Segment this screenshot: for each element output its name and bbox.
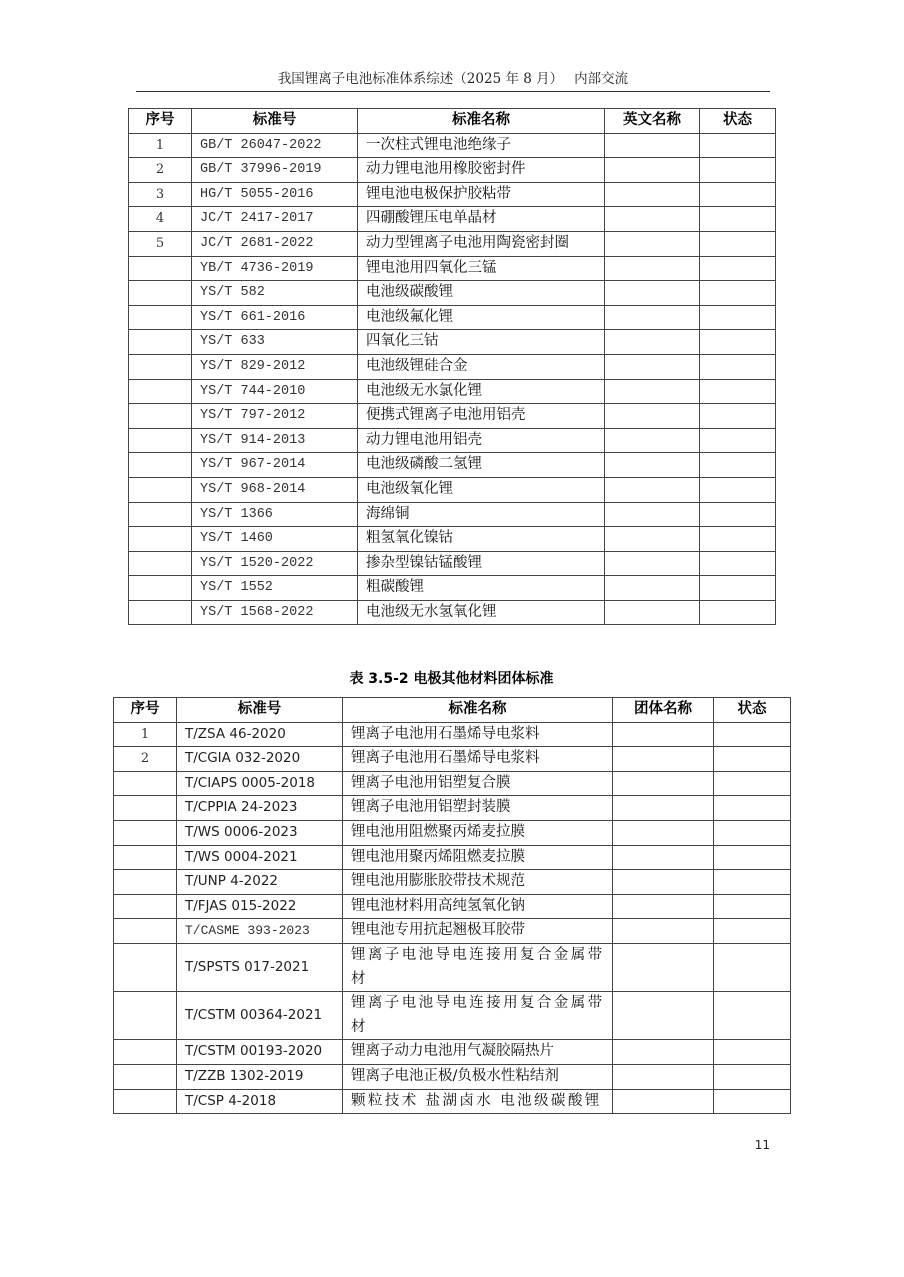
table-row (114, 919, 791, 944)
table-row (129, 600, 776, 625)
cell-code: T/ZSA 46-2020 (177, 722, 343, 747)
cell-status (714, 1064, 791, 1089)
cell-name: 锂电池用阻燃聚丙烯麦拉膜 (343, 820, 613, 845)
cell-name: 电池级氧化锂 (358, 477, 605, 502)
cell-name: 电池级锂硅合金 (358, 354, 605, 379)
cell-english-name (605, 158, 700, 183)
cell-name: 锂电池电极保护胶粘带 (358, 182, 605, 207)
cell-code: YS/T 744-2010 (192, 379, 358, 404)
cell-code: JC/T 2417-2017 (192, 207, 358, 232)
cell-status (700, 576, 776, 601)
cell-status (700, 502, 776, 527)
table-row (129, 182, 776, 207)
cell-code: T/CPPIA 24-2023 (177, 796, 343, 821)
cell-name: 粗氢氧化镍钴 (358, 527, 605, 552)
table-row (129, 207, 776, 232)
col-header-status: 状态 (700, 109, 776, 134)
cell-code: YS/T 633 (192, 330, 358, 355)
cell-no (129, 305, 192, 330)
cell-status (700, 404, 776, 429)
table-row (129, 256, 776, 281)
cell-no: 4 (129, 207, 192, 232)
cell-status (700, 231, 776, 256)
cell-no (114, 796, 177, 821)
cell-name: 四硼酸锂压电单晶材 (358, 207, 605, 232)
cell-name: 锂离子电池用石墨烯导电浆料 (343, 722, 613, 747)
cell-org-name (613, 870, 714, 895)
cell-name: 电池级磷酸二氢锂 (358, 453, 605, 478)
cell-name: 动力锂电池用铝壳 (358, 428, 605, 453)
table-row (129, 281, 776, 306)
cell-code: T/FJAS 015-2022 (177, 894, 343, 919)
cell-code: T/CGIA 032-2020 (177, 747, 343, 772)
cell-no (129, 330, 192, 355)
cell-english-name (605, 404, 700, 429)
table-row (129, 527, 776, 552)
cell-name: 颗粒技术 盐湖卤水 电池级碳酸锂 (343, 1089, 613, 1114)
table-row (129, 231, 776, 256)
table-row (129, 477, 776, 502)
cell-name: 动力型锂离子电池用陶瓷密封圈 (358, 231, 605, 256)
cell-no (114, 943, 177, 991)
header-rule (136, 91, 770, 92)
cell-name: 一次柱式锂电池绝缘子 (358, 133, 605, 158)
cell-name: 锂离子动力电池用气凝胶隔热片 (343, 1040, 613, 1065)
cell-code: T/CSTM 00364-2021 (177, 992, 343, 1040)
cell-code: YS/T 797-2012 (192, 404, 358, 429)
cell-code: GB/T 37996-2019 (192, 158, 358, 183)
standards-table-1 (128, 108, 776, 625)
table-row (114, 1089, 791, 1114)
cell-org-name (613, 992, 714, 1040)
cell-no: 1 (129, 133, 192, 158)
cell-name: 电池级氟化锂 (358, 305, 605, 330)
cell-name: 锂离子电池用石墨烯导电浆料 (343, 747, 613, 772)
table-row (114, 796, 791, 821)
cell-org-name (613, 943, 714, 991)
col-header-status: 状态 (714, 698, 791, 723)
col-header-english-name: 英文名称 (605, 109, 700, 134)
cell-english-name (605, 502, 700, 527)
cell-name: 锂离子电池用铝塑封装膜 (343, 796, 613, 821)
table-row (129, 305, 776, 330)
table-row (114, 943, 791, 991)
cell-english-name (605, 428, 700, 453)
cell-code: YS/T 967-2014 (192, 453, 358, 478)
cell-no (114, 919, 177, 944)
col-header-code: 标准号 (192, 109, 358, 134)
cell-english-name (605, 600, 700, 625)
cell-status (714, 845, 791, 870)
table-row (114, 870, 791, 895)
cell-name: 锂离子电池正极/负极水性粘结剂 (343, 1064, 613, 1089)
cell-no (129, 281, 192, 306)
col-header-no: 序号 (114, 698, 177, 723)
cell-english-name (605, 231, 700, 256)
cell-status (700, 600, 776, 625)
col-header-no: 序号 (129, 109, 192, 134)
cell-no (129, 576, 192, 601)
cell-code: YS/T 582 (192, 281, 358, 306)
cell-code: T/SPSTS 017-2021 (177, 943, 343, 991)
cell-name: 电池级无水氢氧化锂 (358, 600, 605, 625)
cell-code: YB/T 4736-2019 (192, 256, 358, 281)
cell-status (700, 453, 776, 478)
table-row (129, 133, 776, 158)
cell-status (714, 992, 791, 1040)
table-header-row (114, 698, 791, 723)
cell-name: 粗碳酸锂 (358, 576, 605, 601)
standards-table-2 (113, 697, 791, 1114)
cell-english-name (605, 305, 700, 330)
cell-status (700, 428, 776, 453)
cell-name: 电池级碳酸锂 (358, 281, 605, 306)
cell-code: YS/T 1552 (192, 576, 358, 601)
table-row (129, 404, 776, 429)
cell-no (114, 820, 177, 845)
table-row (129, 379, 776, 404)
cell-status (700, 182, 776, 207)
cell-name: 便携式锂离子电池用铝壳 (358, 404, 605, 429)
cell-code: YS/T 661-2016 (192, 305, 358, 330)
table-row (129, 330, 776, 355)
running-header: 我国锂离子电池标准体系综述（2025 年 8 月） 内部交流 (277, 71, 629, 87)
cell-code: T/CIAPS 0005-2018 (177, 771, 343, 796)
cell-status (700, 207, 776, 232)
cell-english-name (605, 207, 700, 232)
cell-english-name (605, 379, 700, 404)
cell-name: 海绵铜 (358, 502, 605, 527)
cell-status (700, 256, 776, 281)
cell-name: 锂电池用膨胀胶带技术规范 (343, 870, 613, 895)
cell-status (714, 796, 791, 821)
cell-no (114, 992, 177, 1040)
cell-no (129, 256, 192, 281)
table-header-row (129, 109, 776, 134)
col-header-name: 标准名称 (343, 698, 613, 723)
cell-no: 5 (129, 231, 192, 256)
cell-english-name (605, 576, 700, 601)
cell-name: 锂电池材料用高纯氢氧化钠 (343, 894, 613, 919)
cell-code: GB/T 26047-2022 (192, 133, 358, 158)
cell-no (129, 379, 192, 404)
table-row (129, 502, 776, 527)
cell-org-name (613, 722, 714, 747)
cell-status (700, 379, 776, 404)
table-row (114, 747, 791, 772)
cell-org-name (613, 1064, 714, 1089)
cell-no: 2 (114, 747, 177, 772)
cell-name: 锂电池用四氧化三锰 (358, 256, 605, 281)
cell-name: 锂离子电池用铝塑复合膜 (343, 771, 613, 796)
table-row (114, 894, 791, 919)
cell-no (129, 404, 192, 429)
cell-english-name (605, 527, 700, 552)
cell-status (700, 281, 776, 306)
cell-org-name (613, 1089, 714, 1114)
cell-no (129, 428, 192, 453)
cell-status (714, 722, 791, 747)
cell-org-name (613, 771, 714, 796)
table-row (129, 576, 776, 601)
cell-status (700, 330, 776, 355)
cell-code: YS/T 914-2013 (192, 428, 358, 453)
cell-code: T/ZZB 1302-2019 (177, 1064, 343, 1089)
cell-status (700, 305, 776, 330)
cell-english-name (605, 133, 700, 158)
cell-english-name (605, 330, 700, 355)
cell-name: 锂离子电池导电连接用复合金属带材 (343, 992, 613, 1040)
table-row (114, 992, 791, 1040)
col-header-name: 标准名称 (358, 109, 605, 134)
page-number: 11 (754, 1138, 770, 1152)
cell-status (700, 354, 776, 379)
cell-no: 3 (129, 182, 192, 207)
cell-status (700, 527, 776, 552)
cell-no (114, 870, 177, 895)
cell-status (700, 133, 776, 158)
cell-no (129, 600, 192, 625)
cell-code: YS/T 1520-2022 (192, 551, 358, 576)
table-row (114, 845, 791, 870)
cell-code: YS/T 829-2012 (192, 354, 358, 379)
cell-no (114, 1064, 177, 1089)
col-header-org-name: 团体名称 (613, 698, 714, 723)
cell-english-name (605, 477, 700, 502)
table-row (129, 551, 776, 576)
cell-code: T/UNP 4-2022 (177, 870, 343, 895)
cell-no (114, 771, 177, 796)
cell-english-name (605, 354, 700, 379)
table-row (129, 354, 776, 379)
cell-status (714, 820, 791, 845)
cell-code: YS/T 1568-2022 (192, 600, 358, 625)
cell-code: T/CSP 4-2018 (177, 1089, 343, 1114)
cell-org-name (613, 747, 714, 772)
cell-name: 掺杂型镍钴锰酸锂 (358, 551, 605, 576)
cell-org-name (613, 894, 714, 919)
cell-code: YS/T 968-2014 (192, 477, 358, 502)
cell-english-name (605, 256, 700, 281)
cell-status (700, 477, 776, 502)
cell-english-name (605, 551, 700, 576)
col-header-code: 标准号 (177, 698, 343, 723)
cell-name: 动力锂电池用橡胶密封件 (358, 158, 605, 183)
cell-name: 锂离子电池导电连接用复合金属带材 (343, 943, 613, 991)
cell-name: 锂电池用聚丙烯阻燃麦拉膜 (343, 845, 613, 870)
cell-name: 电池级无水氯化锂 (358, 379, 605, 404)
cell-english-name (605, 182, 700, 207)
cell-name: 四氧化三钴 (358, 330, 605, 355)
cell-org-name (613, 796, 714, 821)
cell-org-name (613, 845, 714, 870)
cell-status (714, 943, 791, 991)
cell-no (129, 502, 192, 527)
table-row (129, 158, 776, 183)
cell-no (114, 1089, 177, 1114)
cell-no (129, 527, 192, 552)
cell-code: T/WS 0004-2021 (177, 845, 343, 870)
cell-no (129, 477, 192, 502)
table-row (114, 820, 791, 845)
table-row (129, 453, 776, 478)
cell-org-name (613, 1040, 714, 1065)
cell-status (714, 747, 791, 772)
cell-org-name (613, 820, 714, 845)
table-row (129, 428, 776, 453)
cell-code: YS/T 1460 (192, 527, 358, 552)
cell-status (714, 1089, 791, 1114)
cell-status (714, 894, 791, 919)
table-row (114, 1064, 791, 1089)
cell-code: T/CASME 393-2023 (177, 919, 343, 944)
cell-status (700, 551, 776, 576)
cell-no: 1 (114, 722, 177, 747)
cell-status (714, 919, 791, 944)
cell-status (714, 771, 791, 796)
cell-no (114, 845, 177, 870)
cell-status (700, 158, 776, 183)
table-row (114, 771, 791, 796)
cell-code: JC/T 2681-2022 (192, 231, 358, 256)
cell-status (714, 870, 791, 895)
table-row (114, 722, 791, 747)
cell-status (714, 1040, 791, 1065)
cell-no (129, 551, 192, 576)
cell-no (129, 354, 192, 379)
table-caption: 表 3.5-2 电极其他材料团体标准 (349, 671, 554, 687)
cell-code: HG/T 5055-2016 (192, 182, 358, 207)
cell-org-name (613, 919, 714, 944)
cell-code: YS/T 1366 (192, 502, 358, 527)
cell-code: T/CSTM 00193-2020 (177, 1040, 343, 1065)
table-row (114, 1040, 791, 1065)
cell-english-name (605, 453, 700, 478)
cell-no (114, 1040, 177, 1065)
cell-no: 2 (129, 158, 192, 183)
cell-english-name (605, 281, 700, 306)
cell-name: 锂电池专用抗起翘极耳胶带 (343, 919, 613, 944)
cell-no (129, 453, 192, 478)
cell-code: T/WS 0006-2023 (177, 820, 343, 845)
cell-no (114, 894, 177, 919)
